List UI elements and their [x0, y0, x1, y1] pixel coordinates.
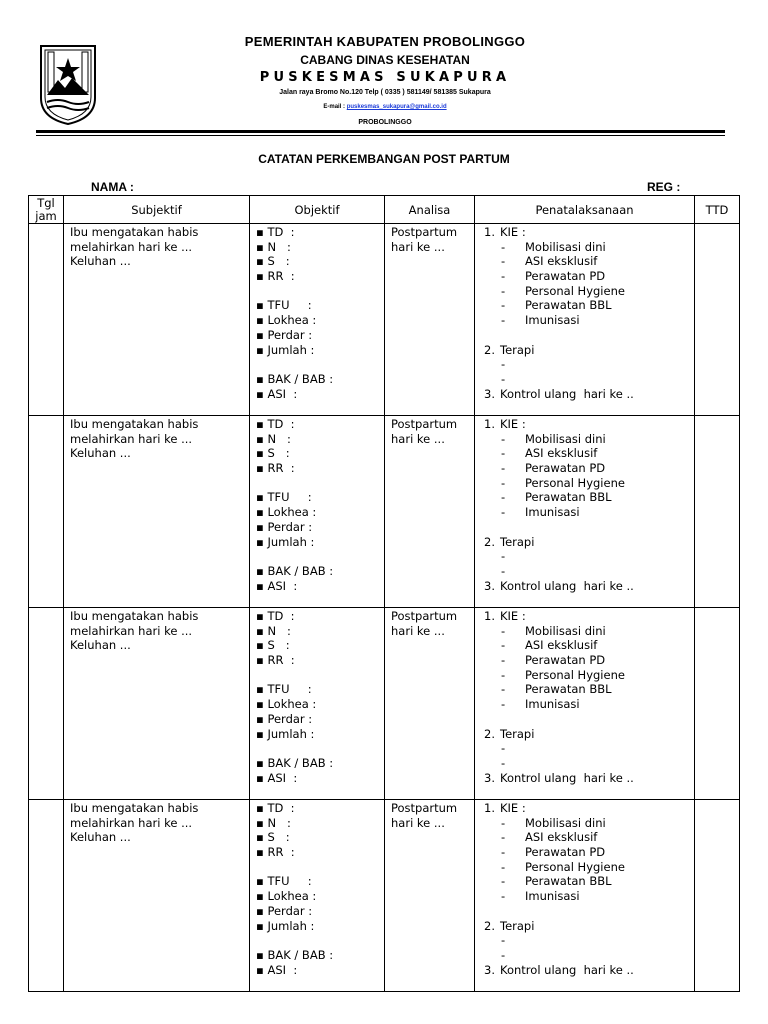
objektif-line: ▪ BAK / BAB : [256, 371, 334, 386]
objektif-line: ▪ TFU : [256, 490, 312, 505]
nama-label: NAMA : [91, 180, 134, 194]
objektif-line [256, 476, 378, 491]
dash-marker: - [501, 505, 506, 520]
kie-item [475, 284, 694, 299]
objektif-text [250, 608, 384, 786]
column-header-analisa: Analisa [385, 196, 475, 224]
kie-item [475, 830, 694, 845]
column-header-penatalaksanaan: Penatalaksanaan [475, 196, 695, 224]
kie-line-text: KIE : [500, 801, 526, 815]
column-header-tgl: Tgl [37, 195, 55, 210]
objektif-line: ▪ Lokhea : [256, 889, 317, 904]
tgl-jam-cell [29, 800, 64, 992]
government-name: PEMERINTAH KABUPATEN PROBOLINGGO [244, 34, 526, 49]
subjektif-cell [64, 416, 250, 608]
objektif-text [250, 224, 384, 402]
objektif-cell [250, 608, 385, 800]
kie-item-text: Perawatan PD [525, 269, 606, 284]
kontrol-line-number: 3. [484, 770, 495, 785]
spacer-line [475, 712, 694, 727]
dash-marker: - [501, 815, 506, 830]
email-line [100, 104, 670, 110]
dash-marker: - [501, 431, 506, 446]
header-rule-thin [36, 135, 725, 136]
objektif-line: ▪ ASI : [256, 962, 298, 977]
kie-item [475, 313, 694, 328]
kie-item-text: Perawatan BBL [525, 682, 612, 697]
subjektif-cell [64, 224, 250, 416]
subjektif-text [64, 416, 249, 462]
terapi-item [475, 948, 694, 963]
kie-item [475, 874, 694, 889]
objektif-line: ▪ RR : [256, 461, 295, 476]
table-row [29, 608, 740, 800]
kie-item [475, 446, 694, 461]
terapi-item [475, 933, 694, 948]
kontrol-line [475, 771, 694, 786]
kontrol-line-text: Kontrol ulang hari ke .. [500, 770, 634, 785]
dash-marker: - [501, 239, 506, 254]
kie-item [475, 490, 694, 505]
kie-item-text: Perawatan BBL [525, 298, 612, 313]
ttd-cell [695, 608, 740, 800]
kie-item [475, 860, 694, 875]
objektif-line: ▪ RR : [256, 653, 295, 668]
kie-line-number: 1. [484, 225, 495, 239]
kontrol-line-number: 3. [484, 578, 495, 593]
terapi-item [475, 564, 694, 579]
kie-item-text: Personal Hygiene [525, 475, 625, 490]
objektif-line: ▪ TD : [256, 801, 295, 815]
kontrol-line-text: Kontrol ulang hari ke .. [500, 578, 634, 593]
objektif-line [256, 549, 378, 564]
progress-notes-table [28, 195, 740, 992]
objektif-line: ▪ ASI : [256, 770, 298, 785]
kie-line-text: KIE : [500, 609, 526, 623]
table-row [29, 800, 740, 992]
dash-marker: - [501, 549, 506, 564]
email-label: E-mail : [323, 104, 346, 110]
objektif-line: ▪ ASI : [256, 386, 298, 401]
objektif-line: ▪ Perdar : [256, 519, 313, 534]
kontrol-line-text: Kontrol ulang hari ke .. [500, 962, 634, 977]
kie-item-text: ASI eksklusif [525, 254, 598, 269]
kie-item-text: Perawatan PD [525, 461, 606, 476]
kie-item-text: Imunisasi [525, 313, 580, 328]
dash-marker: - [501, 563, 506, 578]
kie-line-text: KIE : [500, 417, 526, 431]
subjektif-line: melahirkan hari ke ... [70, 623, 193, 638]
subjektif-text [64, 800, 249, 846]
objektif-line: ▪ Perdar : [256, 327, 313, 342]
kie-item [475, 668, 694, 683]
objektif-line: ▪ BAK / BAB : [256, 755, 334, 770]
dash-marker: - [501, 697, 506, 712]
objektif-line: ▪ TD : [256, 225, 295, 239]
subjektif-cell [64, 800, 250, 992]
kie-item [475, 269, 694, 284]
kie-item-text: Mobilisasi dini [525, 623, 606, 638]
subjektif-line: Keluhan ... [70, 254, 131, 269]
analisa-cell [385, 800, 475, 992]
subjektif-line: melahirkan hari ke ... [70, 815, 193, 830]
kie-item-text: Imunisasi [525, 889, 580, 904]
objektif-text [250, 800, 384, 978]
subjektif-line: Keluhan ... [70, 446, 131, 461]
objektif-line: ▪ TD : [256, 417, 295, 431]
objektif-line [256, 357, 378, 372]
kie-item [475, 638, 694, 653]
subjektif-line: Ibu mengatakan habis [70, 609, 199, 623]
dash-marker: - [501, 682, 506, 697]
kie-line-text: KIE : [500, 225, 526, 239]
dash-marker: - [501, 461, 506, 476]
kie-line [475, 417, 694, 432]
kontrol-line-number: 3. [484, 386, 495, 401]
kie-item [475, 505, 694, 520]
kie-item-text: ASI eksklusif [525, 638, 598, 653]
objektif-line: ▪ RR : [256, 269, 295, 284]
penatalaksanaan-cell [475, 608, 695, 800]
terapi-line [475, 343, 694, 358]
subjektif-line: melahirkan hari ke ... [70, 239, 193, 254]
address-line: Jalan raya Bromo No.120 Telp ( 0335 ) 581149/ 581385 Sukapura [279, 89, 491, 96]
header-rule-thick [36, 130, 725, 133]
ttd-cell [695, 224, 740, 416]
kie-line [475, 225, 694, 240]
analisa-line: Postpartum [391, 801, 458, 815]
objektif-line: ▪ TFU : [256, 298, 312, 313]
terapi-line-text: Terapi [500, 342, 535, 357]
objektif-line: ▪ S : [256, 446, 290, 461]
terapi-line-number: 2. [484, 918, 495, 933]
objektif-line: ▪ N : [256, 239, 291, 254]
dash-marker: - [501, 889, 506, 904]
dash-marker: - [501, 446, 506, 461]
column-header-subjektif: Subjektif [64, 196, 250, 224]
kie-line-number: 1. [484, 801, 495, 815]
objektif-line: ▪ Jumlah : [256, 726, 315, 741]
kie-item [475, 682, 694, 697]
objektif-line: ▪ N : [256, 431, 291, 446]
kie-item [475, 845, 694, 860]
kie-item [475, 461, 694, 476]
dash-marker: - [501, 254, 506, 269]
analisa-text [385, 224, 474, 255]
kie-item [475, 432, 694, 447]
kie-item-text: ASI eksklusif [525, 446, 598, 461]
kie-item [475, 254, 694, 269]
penatalaksanaan-cell [475, 224, 695, 416]
city-name: PROBOLINGGO [358, 119, 412, 126]
tgl-jam-cell [29, 224, 64, 416]
terapi-line [475, 919, 694, 934]
kie-item-text: Imunisasi [525, 697, 580, 712]
objektif-line: ▪ Perdar : [256, 903, 313, 918]
dash-marker: - [501, 357, 506, 372]
objektif-line [256, 284, 378, 299]
reg-label: REG : [647, 180, 681, 194]
kie-item [475, 889, 694, 904]
dash-marker: - [501, 845, 506, 860]
analisa-line: Postpartum [391, 225, 458, 239]
dash-marker: - [501, 859, 506, 874]
tgl-jam-cell [29, 608, 64, 800]
column-header-jam: jam [35, 208, 57, 223]
kie-item-text: Personal Hygiene [525, 667, 625, 682]
kie-item-text: Perawatan PD [525, 845, 606, 860]
column-header-objektif: Objektif [250, 196, 385, 224]
dash-marker: - [501, 933, 506, 948]
objektif-line [256, 741, 378, 756]
terapi-item [475, 372, 694, 387]
objektif-line: ▪ N : [256, 623, 291, 638]
objektif-cell [250, 224, 385, 416]
penatalaksanaan-text [475, 224, 694, 401]
kie-item-text: Personal Hygiene [525, 283, 625, 298]
objektif-text [250, 416, 384, 594]
penatalaksanaan-text [475, 800, 694, 977]
dash-marker: - [501, 947, 506, 962]
objektif-line: ▪ S : [256, 254, 290, 269]
dash-marker: - [501, 638, 506, 653]
subjektif-cell [64, 608, 250, 800]
objektif-line [256, 933, 378, 948]
terapi-line [475, 535, 694, 550]
objektif-line: ▪ S : [256, 638, 290, 653]
dash-marker: - [501, 298, 506, 313]
tgl-jam-cell [29, 416, 64, 608]
subjektif-line: Ibu mengatakan habis [70, 801, 199, 815]
kie-item [475, 816, 694, 831]
subjektif-text [64, 608, 249, 654]
objektif-line: ▪ Perdar : [256, 711, 313, 726]
terapi-line-text: Terapi [500, 918, 535, 933]
kie-item-text: Perawatan PD [525, 653, 606, 668]
objektif-line: ▪ Lokhea : [256, 697, 317, 712]
table-row [29, 224, 740, 416]
analisa-cell [385, 608, 475, 800]
analisa-line: hari ke ... [391, 239, 445, 254]
ttd-cell [695, 416, 740, 608]
analisa-line: Postpartum [391, 417, 458, 431]
document-title: CATATAN PERKEMBANGAN POST PARTUM [258, 152, 510, 166]
subjektif-line: Ibu mengatakan habis [70, 225, 199, 239]
objektif-line: ▪ BAK / BAB : [256, 947, 334, 962]
kie-item [475, 624, 694, 639]
objektif-line: ▪ N : [256, 815, 291, 830]
penatalaksanaan-cell [475, 800, 695, 992]
kontrol-line [475, 387, 694, 402]
dash-marker: - [501, 741, 506, 756]
objektif-cell [250, 416, 385, 608]
regency-emblem-logo [38, 40, 98, 126]
dash-marker: - [501, 874, 506, 889]
analisa-cell [385, 224, 475, 416]
analisa-text [385, 608, 474, 639]
kie-line [475, 801, 694, 816]
objektif-line: ▪ Jumlah : [256, 534, 315, 549]
dash-marker: - [501, 313, 506, 328]
dash-marker: - [501, 667, 506, 682]
kie-item [475, 697, 694, 712]
kie-item-text: Imunisasi [525, 505, 580, 520]
penatalaksanaan-text [475, 608, 694, 785]
analisa-text [385, 416, 474, 447]
kontrol-line [475, 579, 694, 594]
objektif-line: ▪ S : [256, 830, 290, 845]
puskesmas-name: PUSKESMAS SUKAPURA [259, 70, 511, 85]
terapi-item [475, 741, 694, 756]
terapi-line-text: Terapi [500, 534, 535, 549]
objektif-line: ▪ Lokhea : [256, 313, 317, 328]
kie-item [475, 240, 694, 255]
kie-item-text: Personal Hygiene [525, 859, 625, 874]
kie-item [475, 298, 694, 313]
subjektif-line: melahirkan hari ke ... [70, 431, 193, 446]
objektif-line: ▪ Lokhea : [256, 505, 317, 520]
objektif-line: ▪ Jumlah : [256, 342, 315, 357]
dash-marker: - [501, 269, 506, 284]
objektif-line: ▪ TD : [256, 609, 295, 623]
objektif-line: ▪ BAK / BAB : [256, 563, 334, 578]
ttd-cell [695, 800, 740, 992]
dash-marker: - [501, 490, 506, 505]
kontrol-line [475, 963, 694, 978]
analisa-line: hari ke ... [391, 431, 445, 446]
terapi-item [475, 357, 694, 372]
dash-marker: - [501, 283, 506, 298]
dash-marker: - [501, 755, 506, 770]
spacer-line [475, 904, 694, 919]
dash-marker: - [501, 830, 506, 845]
objektif-line [256, 860, 378, 875]
analisa-text [385, 800, 474, 831]
analisa-line: Postpartum [391, 609, 458, 623]
terapi-line [475, 727, 694, 742]
objektif-line: ▪ RR : [256, 845, 295, 860]
kontrol-line-number: 3. [484, 962, 495, 977]
dash-marker: - [501, 653, 506, 668]
terapi-item [475, 549, 694, 564]
objektif-line: ▪ TFU : [256, 874, 312, 889]
objektif-line: ▪ ASI : [256, 578, 298, 593]
kie-item-text: ASI eksklusif [525, 830, 598, 845]
department-name: CABANG DINAS KESEHATAN [300, 53, 470, 67]
objektif-cell [250, 800, 385, 992]
column-header-ttd: TTD [695, 196, 740, 224]
kie-item-text: Mobilisasi dini [525, 431, 606, 446]
kontrol-line-text: Kontrol ulang hari ke .. [500, 386, 634, 401]
penatalaksanaan-cell [475, 416, 695, 608]
subjektif-text [64, 224, 249, 270]
terapi-line-number: 2. [484, 726, 495, 741]
email-link[interactable]: puskesmas_sukapura@gmail.co.id [346, 104, 447, 110]
penatalaksanaan-text [475, 416, 694, 593]
table-header-row [29, 196, 740, 224]
kie-item-text: Mobilisasi dini [525, 815, 606, 830]
table-row [29, 416, 740, 608]
subjektif-line: Ibu mengatakan habis [70, 417, 199, 431]
analisa-line: hari ke ... [391, 623, 445, 638]
spacer-line [475, 520, 694, 535]
terapi-line-text: Terapi [500, 726, 535, 741]
kie-item-text: Mobilisasi dini [525, 239, 606, 254]
spacer-line [475, 328, 694, 343]
terapi-item [475, 756, 694, 771]
dash-marker: - [501, 371, 506, 386]
subjektif-line: Keluhan ... [70, 830, 131, 845]
subjektif-line: Keluhan ... [70, 638, 131, 653]
table-body [29, 224, 740, 992]
analisa-line: hari ke ... [391, 815, 445, 830]
kie-line [475, 609, 694, 624]
kie-item-text: Perawatan BBL [525, 490, 612, 505]
objektif-line: ▪ TFU : [256, 682, 312, 697]
kie-item-text: Perawatan BBL [525, 874, 612, 889]
kie-item [475, 476, 694, 491]
kie-line-number: 1. [484, 609, 495, 623]
terapi-line-number: 2. [484, 342, 495, 357]
analisa-cell [385, 416, 475, 608]
kie-item [475, 653, 694, 668]
dash-marker: - [501, 475, 506, 490]
objektif-line [256, 668, 378, 683]
dash-marker: - [501, 623, 506, 638]
terapi-line-number: 2. [484, 534, 495, 549]
objektif-line: ▪ Jumlah : [256, 918, 315, 933]
column-header-tgl-jam [29, 196, 64, 224]
kie-line-number: 1. [484, 417, 495, 431]
